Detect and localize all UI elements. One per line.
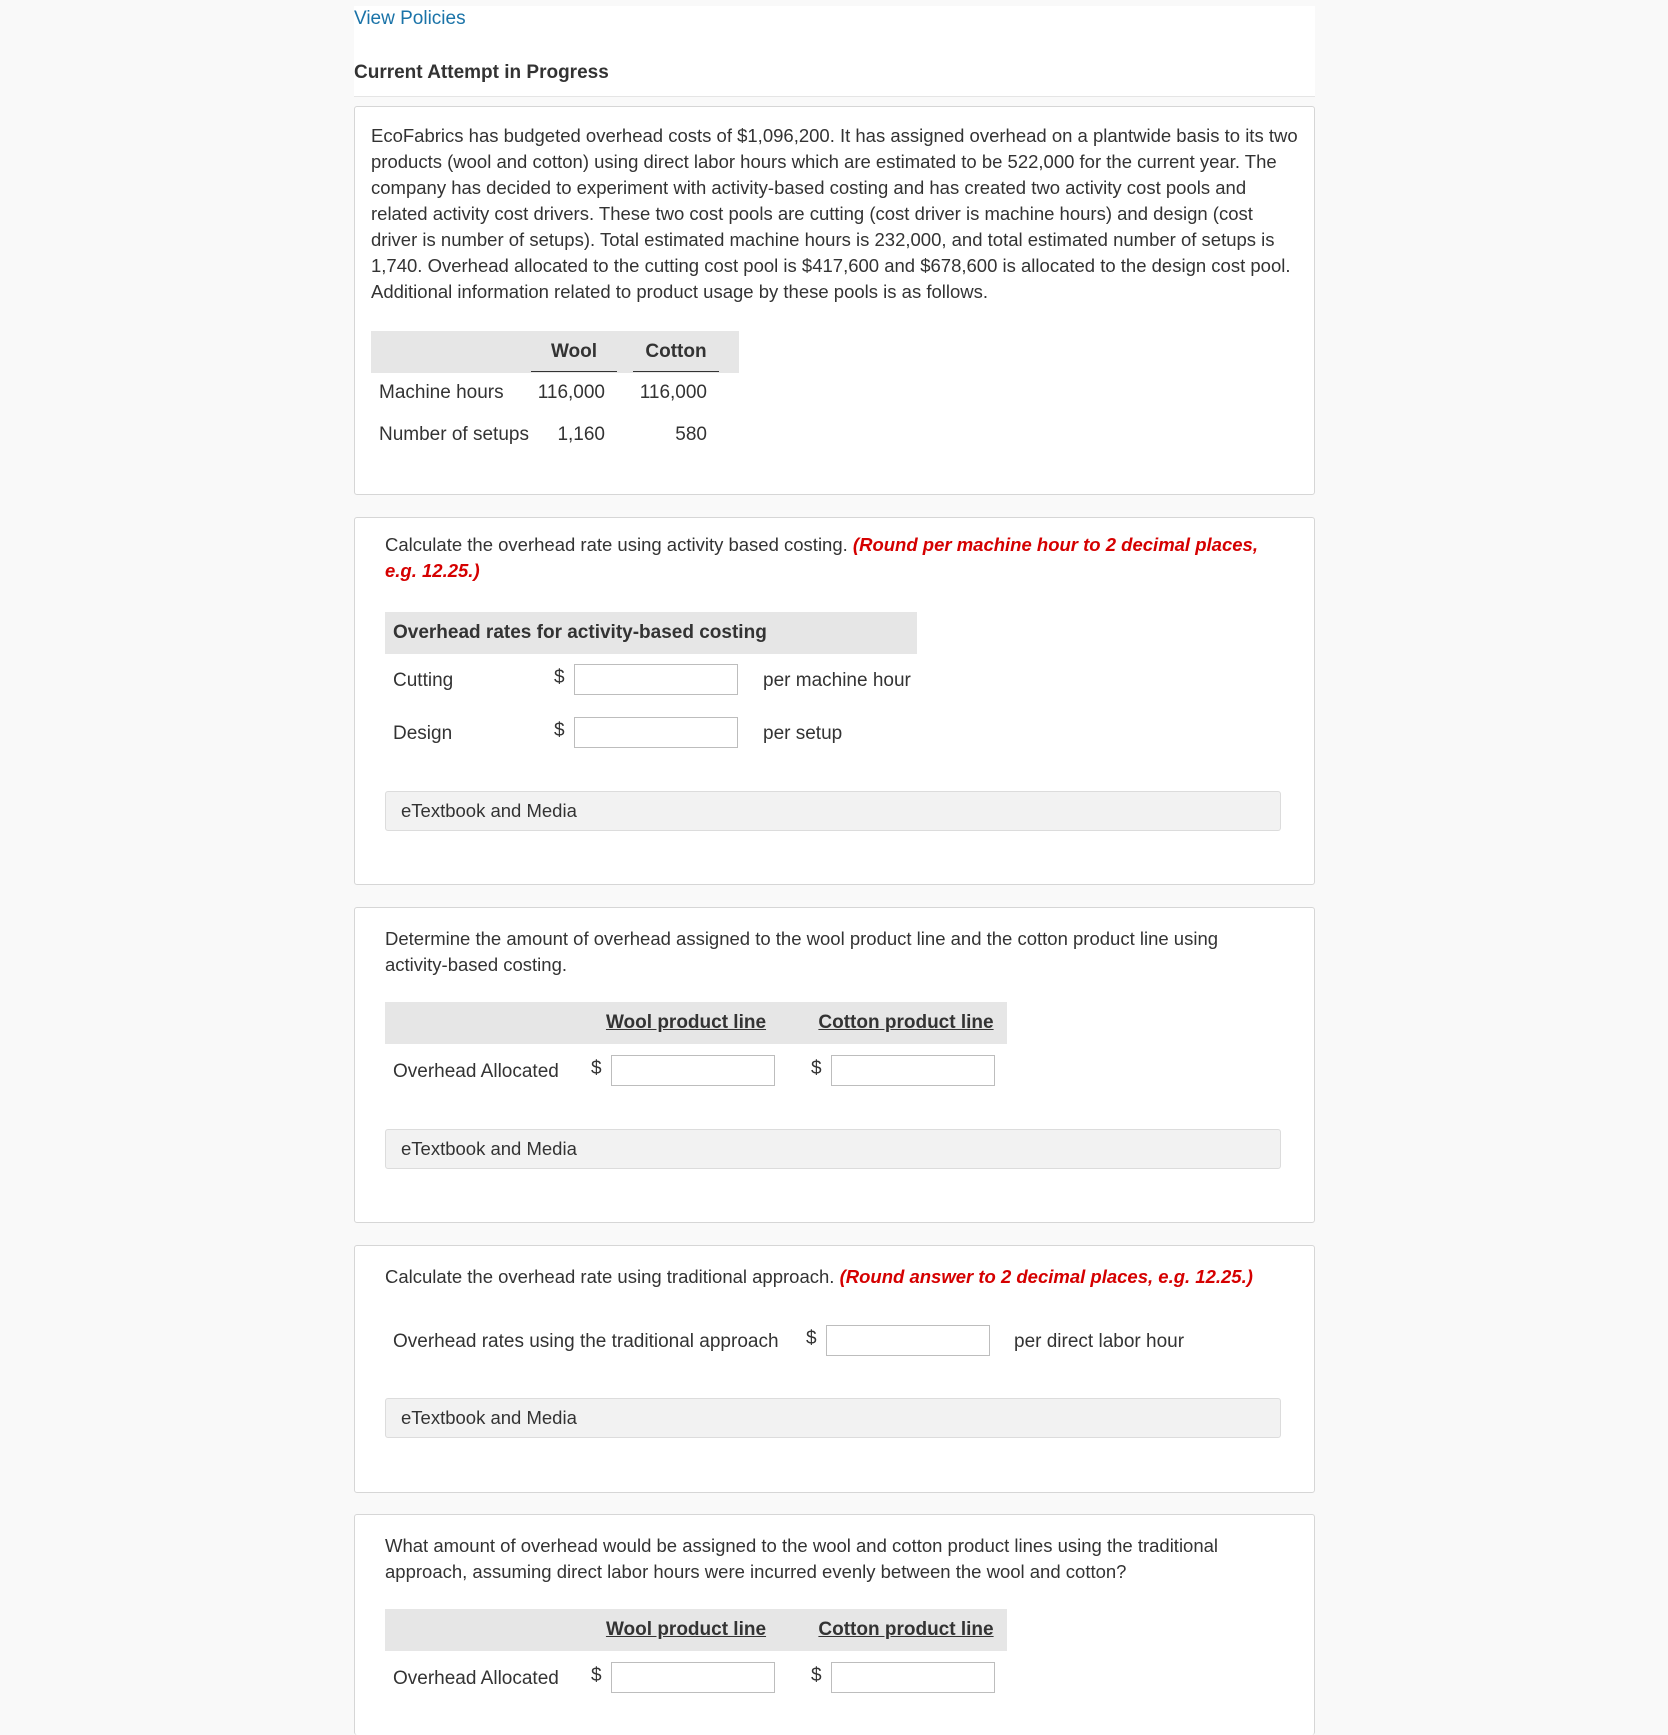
question-1-text: Calculate the overhead rate using activity based costing. — [385, 534, 848, 555]
view-policies-link[interactable]: View Policies — [354, 8, 466, 29]
question-1-prompt — [385, 532, 1285, 584]
wool-currency: $ — [591, 1058, 602, 1079]
col-underline-cotton — [633, 371, 719, 372]
question-3-card — [354, 1245, 1315, 1493]
traditional-rate-input[interactable] — [826, 1325, 990, 1356]
col-header-wool-line: Wool product line — [605, 1012, 767, 1033]
question-2-prompt: Determine the amount of overhead assigned to the wool product line and the cotton product line using activity-based costing. — [385, 928, 1219, 975]
etextbook-media-button-1[interactable]: eTextbook and Media — [385, 791, 1281, 831]
question-4-prompt: What amount of overhead would be assigned to the wool and cotton product lines using the traditional approach, assuming direct labor hours were incurred evenly between the wool and cotton? — [385, 1535, 1219, 1582]
row-label-machine-hours: Machine hours — [379, 382, 504, 403]
col-header-wool: Wool — [550, 341, 598, 362]
row-label-overhead-allocated-2: Overhead Allocated — [393, 1668, 559, 1689]
problem-text: EcoFabrics has budgeted overhead costs of $1,096,200. It has assigned overhead on a plantwide basis to its two products (wool and cotton) using direct labor hours which are estimated to be 522,000 for the current year. The company has decided to experiment with activity-based costing and has created two activity cost pools and related activity cost drivers. These two cost pools are cutting (cost driver is machine hours) and design (cost driver is number of setups). Total estimated machine hours is 232,000, and total estimated number of setups is 1,740. Overhead allocated to the cutting cost pool is $417,600 and $678,600 is allocated to the design cost pool. Additional information related to product usage by these pools is as follows. — [371, 125, 1298, 302]
machine-hours-cotton: 116,000 — [639, 382, 707, 403]
col-header-wool-line-2: Wool product line — [605, 1619, 767, 1640]
row-label-design: Design — [393, 723, 453, 744]
col-underline-wool — [531, 371, 617, 372]
cutting-currency: $ — [554, 667, 565, 688]
row-label-setups: Number of setups — [379, 424, 529, 445]
cotton-currency: $ — [811, 1058, 822, 1079]
setups-wool: 1,160 — [557, 424, 605, 445]
cutting-rate-input[interactable] — [574, 664, 738, 695]
traditional-unit: per direct labor hour — [1014, 1331, 1185, 1352]
traditional-currency: $ — [806, 1328, 817, 1349]
design-rate-input[interactable] — [574, 717, 738, 748]
setups-cotton: 580 — [675, 424, 707, 445]
rates-table-title: Overhead rates for activity-based costing — [393, 622, 767, 643]
cotton-currency-2: $ — [811, 1665, 822, 1686]
row-label-cutting: Cutting — [393, 670, 454, 691]
design-currency: $ — [554, 720, 565, 741]
question-3-hint: (Round answer to 2 decimal places, e.g. 12.25.) — [839, 1266, 1253, 1287]
wool-traditional-input[interactable] — [611, 1662, 775, 1693]
question-1-hint: (Round per machine hour to 2 decimal places, e.g. 12.25.) — [385, 534, 1258, 581]
question-3-text: Calculate the overhead rate using traditional approach. — [385, 1266, 835, 1287]
question-1-card — [354, 517, 1315, 885]
wool-allocated-input[interactable] — [611, 1055, 775, 1086]
col-header-cotton: Cotton — [645, 341, 707, 362]
row-label-traditional-rate: Overhead rates using the traditional approach — [393, 1331, 779, 1352]
wool-currency-2: $ — [591, 1665, 602, 1686]
design-unit: per setup — [763, 723, 843, 744]
question-4-card — [354, 1514, 1315, 1735]
problem-statement-card — [354, 106, 1315, 495]
question-2-card — [354, 907, 1315, 1223]
cotton-allocated-input[interactable] — [831, 1055, 995, 1086]
cotton-traditional-input[interactable] — [831, 1662, 995, 1693]
attempt-title: Current Attempt in Progress — [354, 62, 609, 83]
etextbook-media-button-3[interactable]: eTextbook and Media — [385, 1398, 1281, 1438]
col-header-cotton-line-2: Cotton product line — [818, 1619, 994, 1640]
row-label-overhead-allocated: Overhead Allocated — [393, 1061, 559, 1082]
cutting-unit: per machine hour — [763, 670, 911, 691]
col-header-cotton-line: Cotton product line — [818, 1012, 994, 1033]
question-3-prompt — [385, 1264, 1285, 1290]
machine-hours-wool: 116,000 — [537, 382, 605, 403]
etextbook-media-button-2[interactable]: eTextbook and Media — [385, 1129, 1281, 1169]
